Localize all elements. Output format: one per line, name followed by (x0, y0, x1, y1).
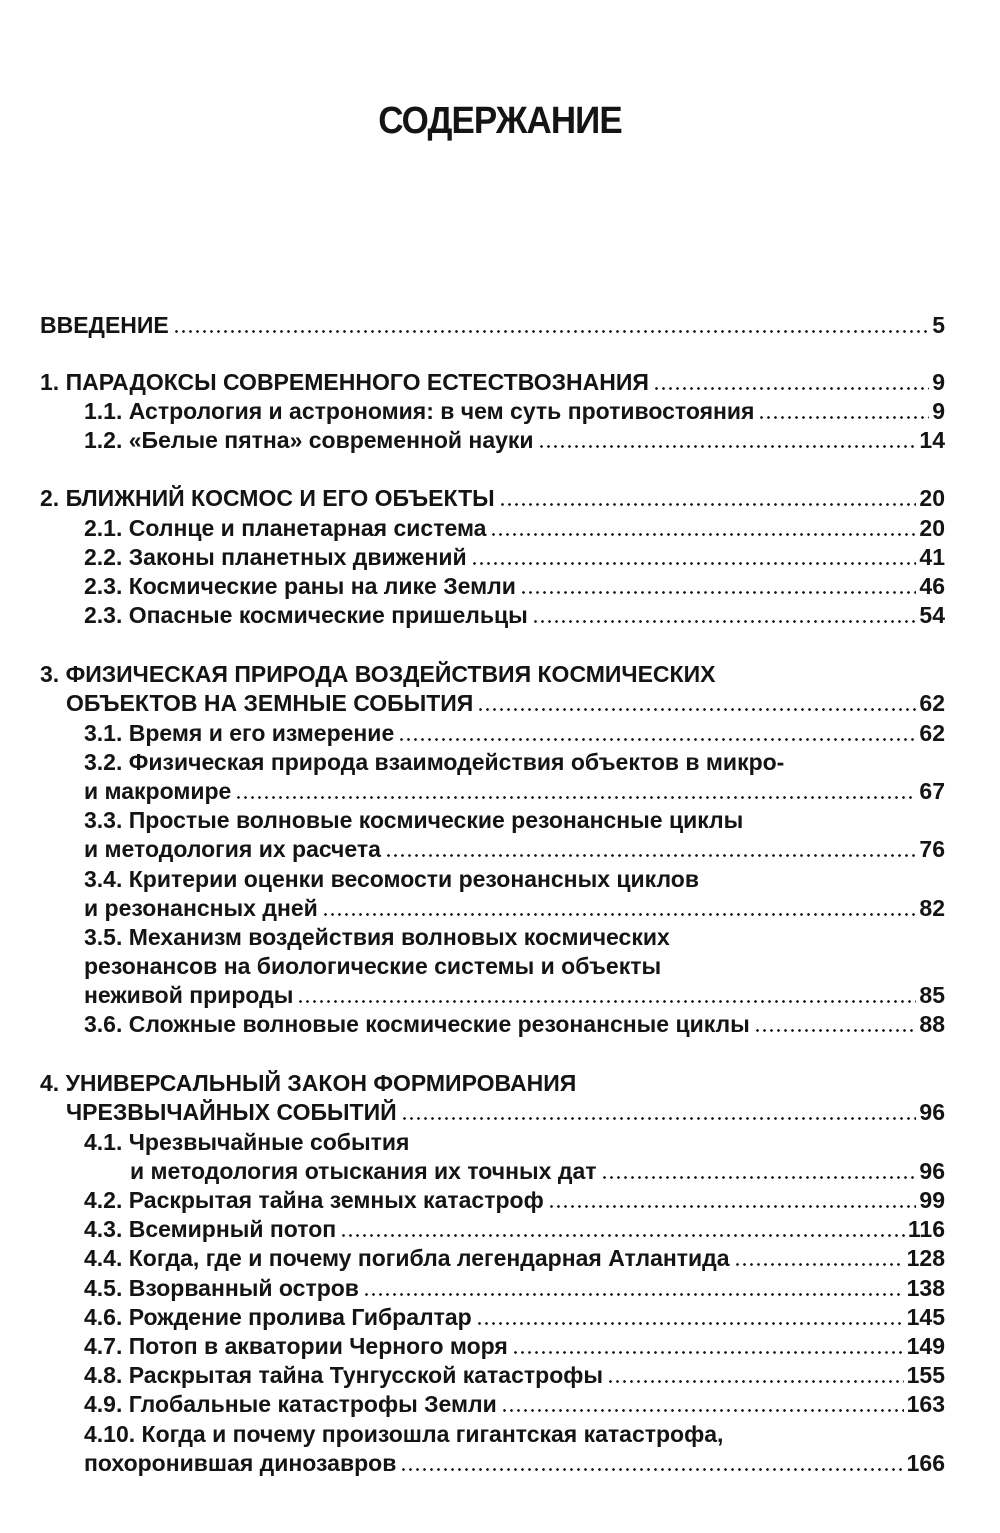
toc-page-number: 88 (919, 1011, 945, 1037)
dot-leader (532, 620, 917, 623)
toc-entry-title: 3.6. Сложные волновые космические резонансные циклы (84, 1011, 750, 1037)
toc-entry-title: 4.5. Взорванный остров (84, 1275, 359, 1301)
toc-page-number: 41 (919, 544, 945, 570)
toc-page-number: 14 (919, 427, 945, 453)
toc-entry (84, 590, 945, 630)
toc-page-number: 96 (919, 1158, 945, 1184)
toc-page-number: 62 (919, 690, 945, 716)
toc-entry-title: 4. УНИВЕРСАЛЬНЫЙ ЗАКОН ФОРМИРОВАНИЯ (40, 1070, 577, 1096)
toc-page-number: 62 (919, 720, 945, 746)
toc-entry (84, 999, 945, 1039)
toc-entry-title: 2.2. Законы планетных движений (84, 544, 467, 570)
toc-page-number: 9 (932, 369, 945, 395)
toc-entry-title: и резонансных дней (84, 895, 318, 921)
toc-page-number: 145 (906, 1304, 945, 1330)
toc-entry-title: ЧРЕЗВЫЧАЙНЫХ СОБЫТИЙ (66, 1099, 397, 1125)
toc-entry-title: неживой природы (84, 982, 294, 1008)
toc-entry-title: 4.1. Чрезвычайные события (84, 1129, 410, 1155)
toc-entry-title: и макромире (84, 778, 232, 804)
toc-page-number: 149 (906, 1333, 945, 1359)
toc-entry-title: 4.9. Глобальные катастрофы Земли (84, 1391, 497, 1417)
toc-page-number: 155 (906, 1362, 945, 1388)
toc-page-number: 46 (919, 573, 945, 599)
toc-entry-title: 2.1. Солнце и планетарная система (84, 515, 487, 541)
toc-page-number: 9 (932, 398, 945, 424)
toc-page-number: 20 (919, 515, 945, 541)
toc-entry-title: 4.8. Раскрытая тайна Тунгусской катастрофы (84, 1362, 604, 1388)
toc-entry (40, 300, 945, 340)
toc-page-number: 163 (906, 1391, 945, 1417)
toc-entry-title: 3. ФИЗИЧЕСКАЯ ПРИРОДА ВОЗДЕЙСТВИЯ КОСМИЧЕСКИХ (40, 661, 716, 687)
toc-page-number: 20 (919, 485, 945, 511)
toc-page-number: 166 (906, 1450, 945, 1476)
toc-entry-title: 1. ПАРАДОКСЫ СОВРЕМЕННОГО ЕСТЕСТВОЗНАНИЯ (40, 369, 649, 395)
dot-leader (754, 1029, 917, 1032)
toc-page-number: 116 (907, 1216, 945, 1242)
toc-page-number: 96 (919, 1099, 945, 1125)
toc-page-number: 128 (906, 1245, 945, 1271)
dot-leader (538, 445, 917, 448)
toc-entry-title: 3.4. Критерии оценки весомости резонансных циклов (84, 866, 699, 892)
toc-entry-title: 1.1. Астрология и астрономия: в чем суть противостояния (84, 398, 755, 424)
toc-entry-title: 2.3. Космические раны на лике Земли (84, 573, 516, 599)
dot-leader (173, 330, 929, 333)
dot-leader (400, 1468, 903, 1471)
toc-entry-title: 4.10. Когда и почему произошла гигантская катастрофа, (84, 1421, 724, 1447)
toc-entry-title: похоронившая динозавров (84, 1450, 397, 1476)
toc-entry-title: резонансов на биологические системы и объекты (84, 953, 662, 979)
toc-entry-title: и методология отыскания их точных дат (130, 1158, 597, 1184)
toc-page-number: 82 (919, 895, 945, 921)
toc-entry (84, 415, 945, 455)
toc-entry-title: ОБЪЕКТОВ НА ЗЕМНЫЕ СОБЫТИЯ (66, 690, 474, 716)
toc-page-number: 54 (919, 602, 945, 628)
dot-leader (401, 1117, 917, 1120)
toc-entry-title: 1.2. «Белые пятна» современной науки (84, 427, 534, 453)
toc-entry-title: 4.6. Рождение пролива Гибралтар (84, 1304, 472, 1330)
toc-entry (84, 1438, 945, 1478)
toc-page-number: 5 (932, 312, 945, 338)
toc-entry-title: 4.3. Всемирный потоп (84, 1216, 337, 1242)
toc-entry-title: 4.7. Потоп в акватории Черного моря (84, 1333, 508, 1359)
toc-entry-title: 2. БЛИЖНИЙ КОСМОС И ЕГО ОБЪЕКТЫ (40, 485, 495, 511)
toc-page-number: 76 (919, 836, 945, 862)
toc-entry-title: 3.1. Время и его измерение (84, 720, 395, 746)
toc-entry-title: и методология их расчета (84, 836, 381, 862)
toc-entry-title: 4.4. Когда, где и почему погибла легендарная Атлантида (84, 1245, 730, 1271)
toc-page-number: 67 (919, 778, 945, 804)
toc-page-number: 138 (906, 1275, 945, 1301)
toc-entry-title: 2.3. Опасные космические пришельцы (84, 602, 528, 628)
toc-entry-title: 3.2. Физическая природа взаимодействия объектов в микро- (84, 749, 785, 775)
toc-page-number: 85 (919, 982, 945, 1008)
toc-page-number: 99 (919, 1187, 945, 1213)
toc-entry-title: 3.3. Простые волновые космические резонансные циклы (84, 807, 744, 833)
toc-entry-title: 3.5. Механизм воздействия волновых космических (84, 924, 670, 950)
page-title: СОДЕРЖАНИЕ (378, 100, 622, 142)
toc-entry-title: 4.2. Раскрытая тайна земных катастроф (84, 1187, 544, 1213)
toc-entry-title: ВВЕДЕНИЕ (40, 312, 169, 338)
